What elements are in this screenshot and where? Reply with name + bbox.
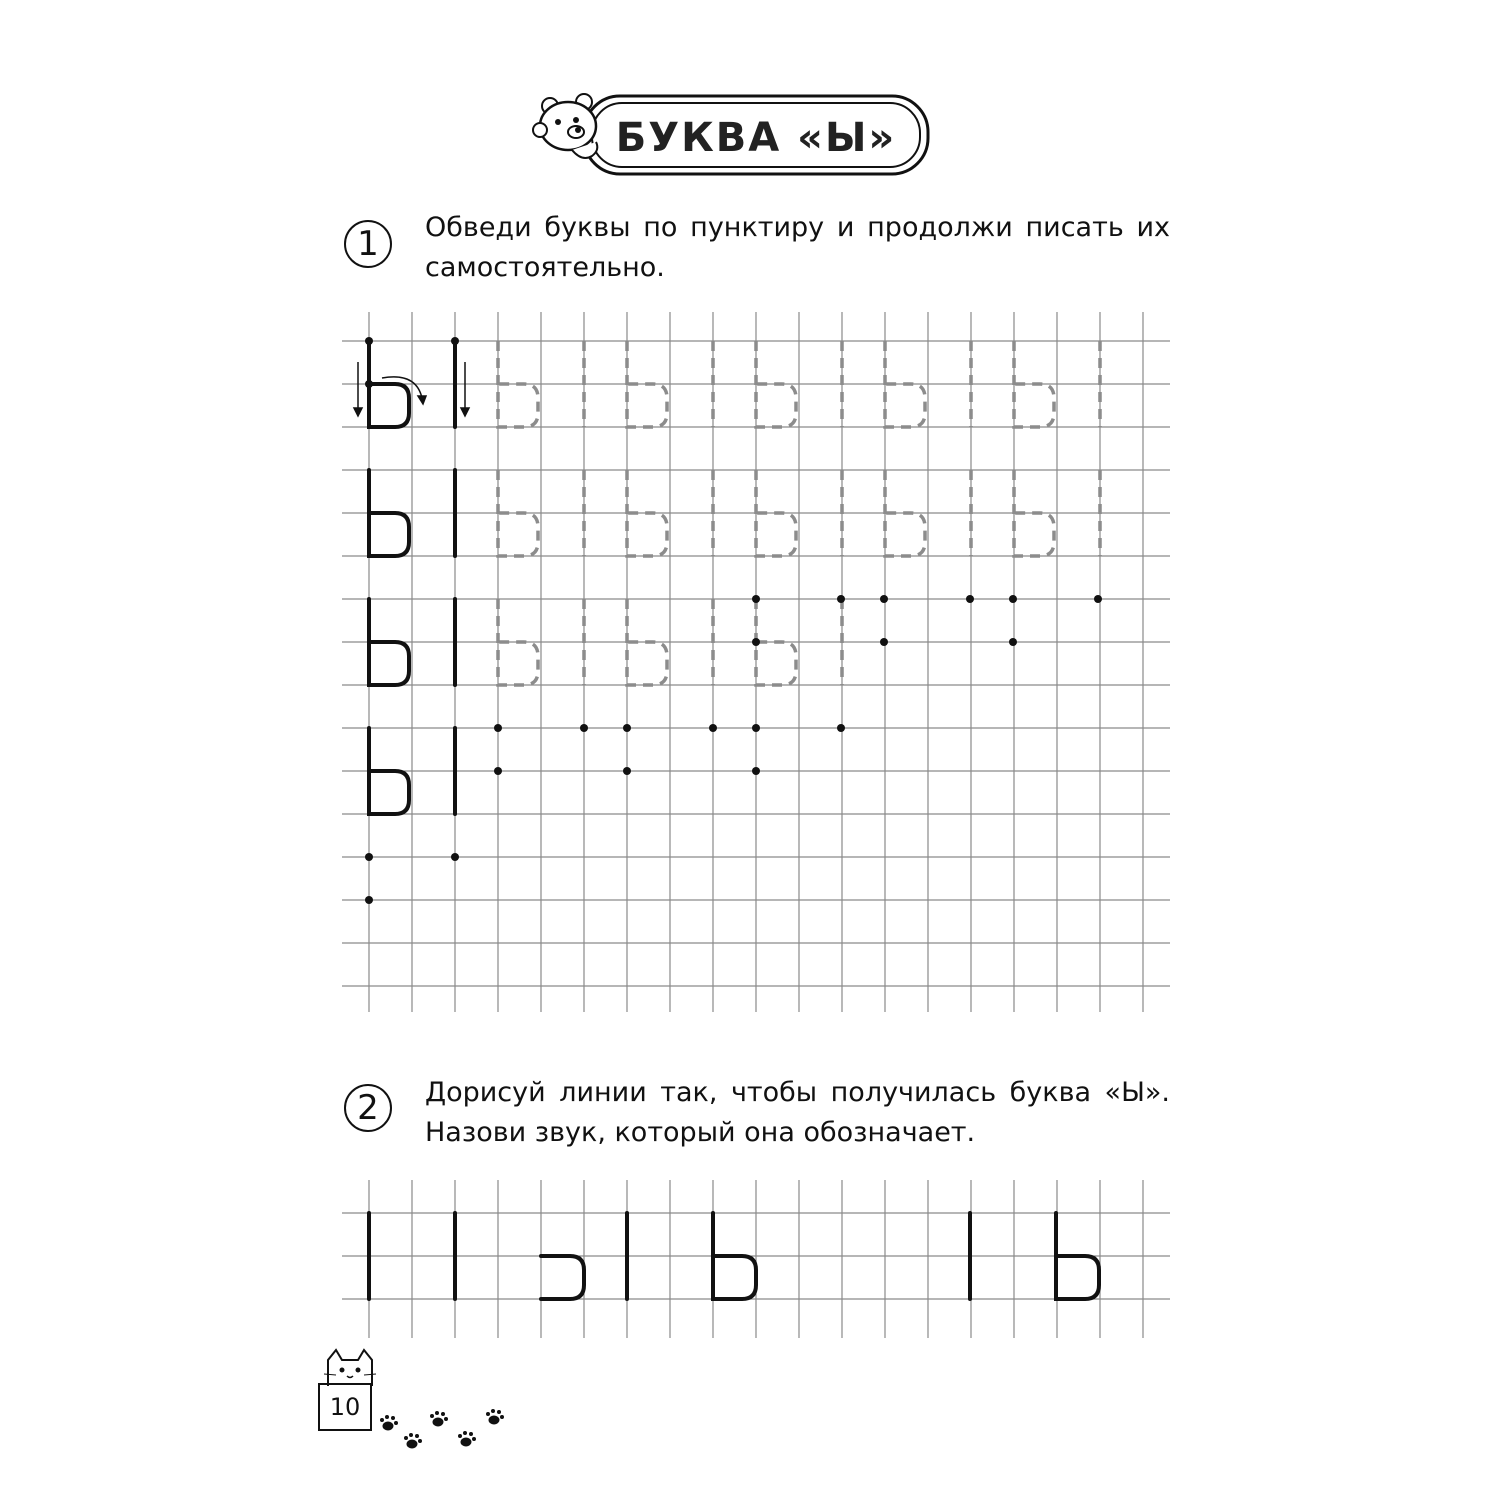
- task-2-instruction: Дорисуй линии так, чтобы получилась буква «Ы». Назови звук, который она обозначает.: [425, 1077, 1170, 1148]
- paw-prints: [376, 1404, 516, 1464]
- starter-dot: [365, 853, 373, 861]
- starter-dot: [880, 595, 888, 603]
- paw-toe: [409, 1433, 413, 1437]
- letter-yery-solid: [369, 341, 409, 427]
- paw-toe: [486, 1412, 490, 1416]
- letter-yery-dashed: [885, 341, 925, 427]
- starter-dot: [623, 724, 631, 732]
- paw-toe: [491, 1409, 495, 1413]
- bear-mascot-icon: [533, 94, 597, 158]
- starter-dot: [709, 724, 717, 732]
- paw-print-icon: [489, 1416, 500, 1425]
- letter-yery-dashed: [627, 599, 667, 685]
- letter-yery-dashed: [627, 341, 667, 427]
- partial-soft-sign: [1056, 1213, 1099, 1299]
- starter-dot: [752, 638, 760, 646]
- starter-dot: [752, 724, 760, 732]
- starter-dot: [365, 896, 373, 904]
- starter-dot: [494, 724, 502, 732]
- starter-dot: [1009, 595, 1017, 603]
- paw-toe: [415, 1434, 419, 1438]
- paw-print-icon: [407, 1440, 418, 1449]
- paw-toe: [463, 1431, 467, 1435]
- starter-dot: [1009, 638, 1017, 646]
- task-number-2: 2: [344, 1084, 392, 1132]
- paw-toe: [472, 1437, 476, 1441]
- letter-yery-dashed: [498, 470, 538, 556]
- starter-dot: [1094, 595, 1102, 603]
- starter-dot: [451, 853, 459, 861]
- letter-yery-dashed: [498, 599, 538, 685]
- letter-yery-dashed: [756, 470, 796, 556]
- page-number: 10: [318, 1383, 372, 1431]
- starter-dot: [494, 767, 502, 775]
- starter-dot: [966, 595, 974, 603]
- letter-yery-solid: [369, 728, 409, 814]
- letter-yery-dashed: [498, 341, 538, 427]
- starter-dot: [623, 767, 631, 775]
- paw-toe: [435, 1411, 439, 1415]
- paw-toe: [418, 1439, 422, 1443]
- starter-dot: [365, 380, 373, 388]
- paw-print-icon: [461, 1438, 472, 1447]
- paw-toe: [391, 1416, 395, 1420]
- letter-yery-dashed: [756, 599, 796, 685]
- paw-print-icon: [383, 1422, 394, 1431]
- paw-toe: [458, 1434, 462, 1438]
- starter-dot: [837, 595, 845, 603]
- paw-toe: [404, 1436, 408, 1440]
- letter-yery-dashed: [885, 470, 925, 556]
- letter-yery-solid: [369, 470, 409, 556]
- paw-print-icon: [433, 1418, 444, 1427]
- task-number-1: 1: [344, 220, 392, 268]
- starter-dot: [451, 337, 459, 345]
- letter-yery-solid: [369, 599, 409, 685]
- cat-mascot-icon: [320, 1348, 380, 1388]
- letter-yery-dashed: [1014, 341, 1054, 427]
- letter-yery-dashed: [1014, 470, 1054, 556]
- paw-toe: [444, 1417, 448, 1421]
- paw-toe: [500, 1415, 504, 1419]
- page-title: БУКВА «Ы»: [615, 115, 897, 161]
- starter-dot: [752, 595, 760, 603]
- paw-toe: [430, 1414, 434, 1418]
- starter-dot: [880, 638, 888, 646]
- paw-toe: [441, 1412, 445, 1416]
- partial-soft-sign: [713, 1213, 756, 1299]
- letter-yery-dashed: [756, 341, 796, 427]
- starter-dot: [837, 724, 845, 732]
- paw-toe: [394, 1421, 398, 1425]
- partial-soft-loop: [541, 1256, 584, 1299]
- paw-toe: [497, 1410, 501, 1414]
- paw-toe: [380, 1418, 384, 1422]
- stroke-direction-arrows: [354, 362, 469, 416]
- letter-yery-dashed: [627, 470, 667, 556]
- paw-toe: [469, 1432, 473, 1436]
- paw-toe: [385, 1415, 389, 1419]
- task-1-instruction: Обведи буквы по пунктиру и продолжи писать их самостоятельно.: [425, 212, 1170, 283]
- starter-dot: [365, 337, 373, 345]
- starter-dot: [580, 724, 588, 732]
- starter-dot: [752, 767, 760, 775]
